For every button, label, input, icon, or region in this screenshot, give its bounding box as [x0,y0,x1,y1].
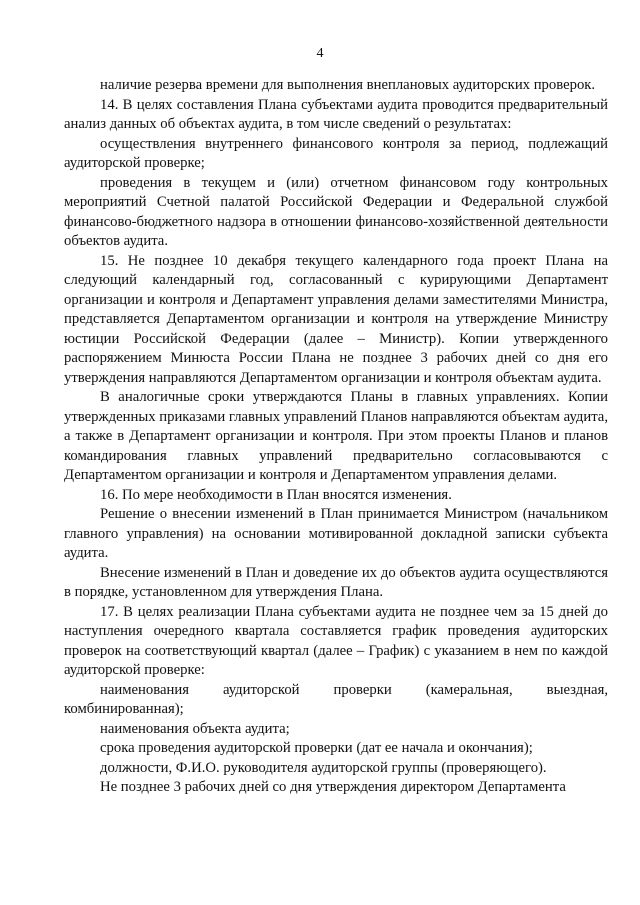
paragraph: должности, Ф.И.О. руководителя аудиторской группы (проверяющего). [100,759,547,776]
paragraph: наименования объекта аудита; [100,720,290,737]
paragraph: 14. В целях составления Плана субъектами аудита проводится предварительный анализ данных об объектах аудита, в том числе сведений о результатах: [64,96,608,132]
paragraph: Не позднее 3 рабочих дней со дня утверждения директором Департамента [100,779,566,795]
paragraph: осуществления внутреннего финансового контроля за период, подлежащий аудиторской проверке; [64,135,608,171]
paragraph: Внесение изменений в План и доведение их до объектов аудита осуществляются в порядке, установленном для утверждения Плана. [64,564,608,600]
paragraph: 17. В целях реализации Плана субъектами аудита не позднее чем за 15 дней до наступления очередного квартала составляется график проведения аудиторских проверок на соответствующий квартал (далее – График) с указанием в нем по каждой аудиторской проверке: [64,603,608,678]
paragraph: наименования аудиторской проверки (камеральная, выездная, комбинированная); [64,681,608,717]
paragraph: 16. По мере необходимости в План вносятся изменения. [100,486,452,503]
page-number: 4 [316,46,324,61]
paragraph: В аналогичные сроки утверждаются Планы в главных управлениях. Копии утвержденных приказами главных управлений Планов направляются объектам аудита, а также в Департамент организации и контроля. При этом проекты Планов и планов командирования главных управлений предварительно согласовываются с Департаментом организации и контроля и Департаментом управления делами. [64,389,608,483]
paragraph: Решение о внесении изменений в План принимается Министром (начальником главного управления) на основании мотивированной докладной записки субъекта аудита. [64,506,608,561]
paragraph: проведения в текущем и (или) отчетном финансовом году контрольных мероприятий Счетной палатой Российской Федерации и Федеральной службой финансово-бюджетного надзора в отношении финансово-хозяйственной деятельности объектов аудита. [64,174,608,249]
paragraph: наличие резерва времени для выполнения внеплановых аудиторских проверок. [100,77,596,93]
paragraph: 15. Не позднее 10 декабря текущего календарного года проект Плана на следующий календарный год, согласованный с курирующими Департамент организации и контроля и Департамент управления делами заместителями Министра, представляется Департаментом организации и контроля на утверждение Министру юстиции Российской Федерации (далее – Министр). Копии утвержденного распоряжением Минюста России Плана не позднее 3 рабочих дней со дня его утверждения направляются Департаментом организации и контроля объектам аудита. [64,252,608,386]
body-text [64,76,608,798]
paragraph: срока проведения аудиторской проверки (дат ее начала и окончания); [100,740,533,756]
